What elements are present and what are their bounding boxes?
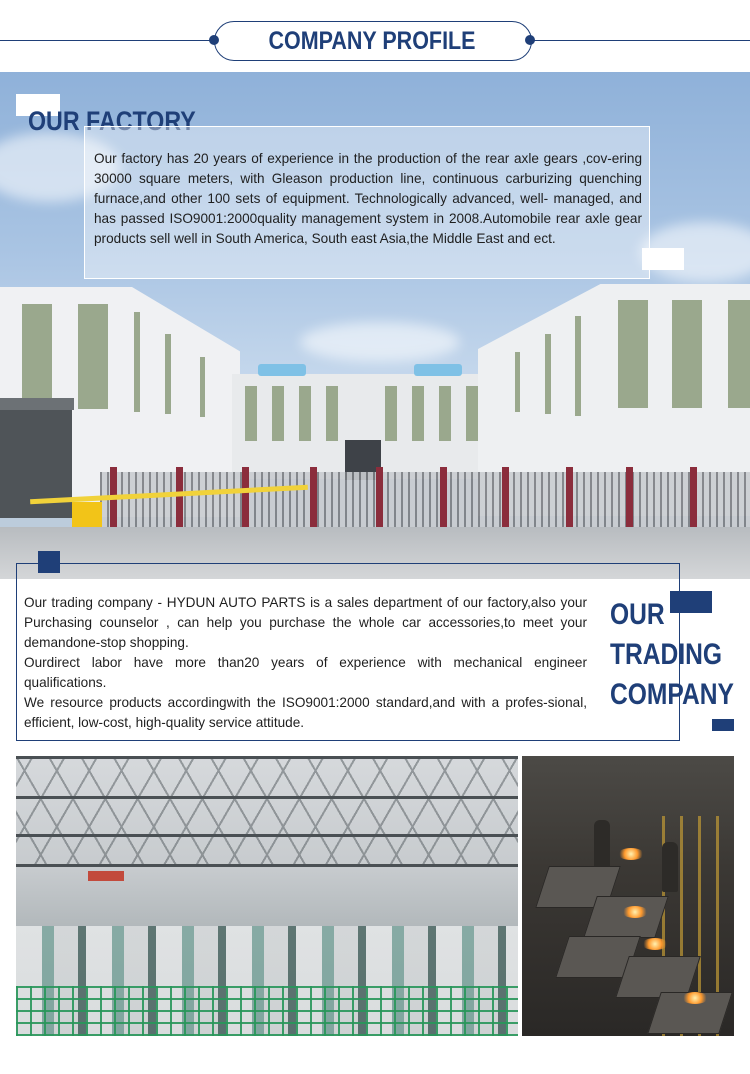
trading-paragraph: Our trading company - HYDUN AUTO PARTS is a sales department of our factory,also your Purchasing counselor , can help you purchase the whole car accessories,to meet your demandone-stop shopping. [24,595,587,650]
factory-description: Our factory has 20 years of experience in the production of the rear axle gears ,cov-ering 30000 square meters, with Gleason production line, continuous carburizing quenching furnace,and other 100 sets of equipment. Technologically advanced, well- managed, and has passed ISO9001:2000quality management system in 2008.Automobile rear axle gear products sell well in South America, South east Asia,the Middle East and ect. [94,151,642,246]
trading-heading-line: TRADING [610,638,723,671]
header-dot-left [209,35,219,45]
header-dot-right [525,35,535,45]
factory-section [0,72,750,579]
decor-square [642,248,684,270]
workshop-photo [16,756,518,1036]
trading-description [24,593,587,733]
trading-paragraph: Ourdirect labor have more than20 years of experience with mechanical engineer qualifications. [24,655,587,690]
trading-paragraph: We resource products accordingwith the ISO9001:2000 standard,and with a profes-sional, efficient, low-cost, high-quality service attitude. [24,695,587,730]
trading-section [0,579,750,747]
sliding-gate [100,472,750,530]
decor-square [38,551,60,573]
trading-heading-line: OUR [610,598,665,631]
factory-text-box [84,126,650,279]
page-title: COMPANY PROFILE [268,27,476,55]
foundry-photo [522,756,734,1036]
factory-heading: OUR FACTORY [28,106,196,136]
page-header [0,0,750,72]
decor-square [712,719,734,731]
trading-heading-line: COMPANY [610,678,734,711]
trading-heading [610,595,734,715]
